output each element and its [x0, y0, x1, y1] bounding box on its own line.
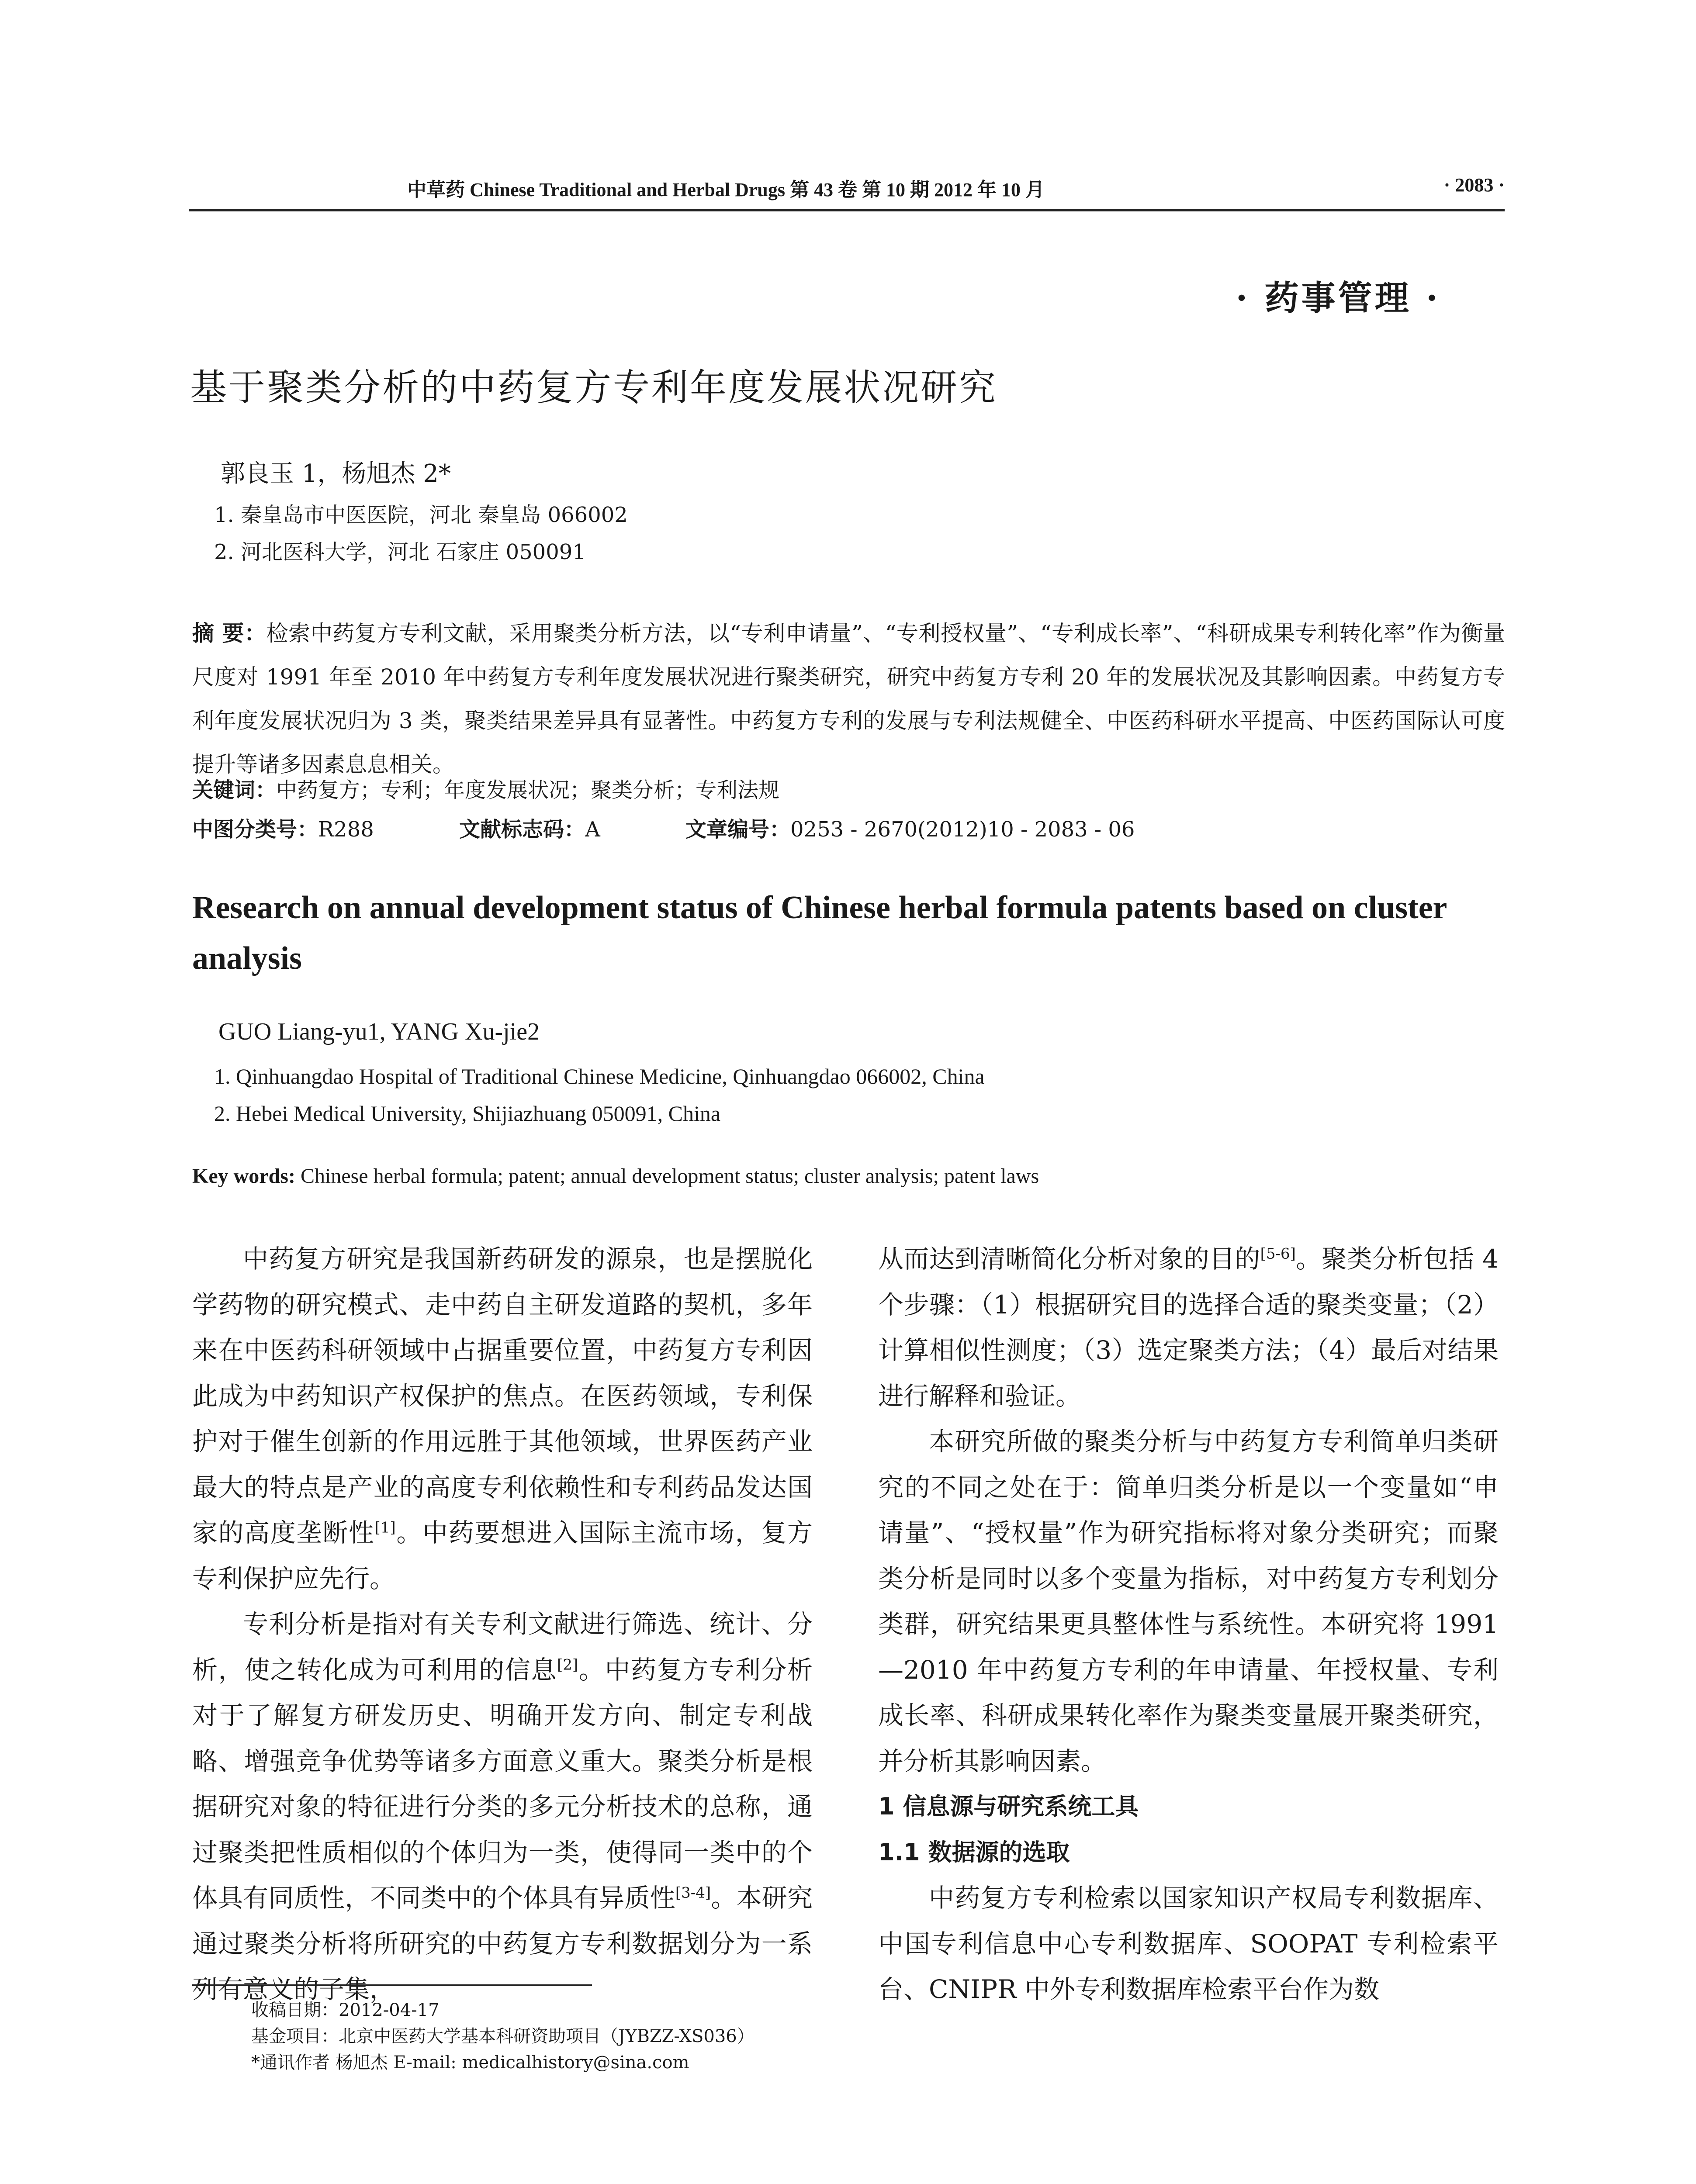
section-heading: 1 信息源与研究系统工具	[878, 1793, 1139, 1820]
text-run: 。聚类分析包括 4 个步骤：（1）根据研究目的选择合适的聚类变量；（2）计算相似性测度；（3）选定聚类方法；（4）最后对结果进行解释和验证。	[878, 1244, 1499, 1411]
body-column-right	[878, 1236, 1499, 2012]
text-run: 。中药要想进入国际主流市场，复方专利保护应先行。	[192, 1518, 813, 1593]
footnote-fund: 基金项目：北京中医药大学基本科研资助项目（JYBZZ-XS036）	[251, 2026, 755, 2046]
paragraph	[878, 1236, 1499, 1419]
keywords-cn-label: 关键词：	[192, 778, 277, 802]
article-no-value: 0253 - 2670(2012)10 - 2083 - 06	[790, 817, 1135, 842]
page-number: · 2083 ·	[1443, 174, 1505, 196]
affiliation-cn-1: 1. 秦皇岛市中医医院，河北 秦皇岛 066002	[214, 503, 628, 527]
footnote-divider	[192, 1984, 592, 1986]
abstract-label: 摘 要：	[192, 621, 267, 646]
text-run: 。本研究通过聚类分析将所研究的中药复方专利数据划分为一系列有意义的子集，	[192, 1883, 813, 2004]
subsection-heading: 1.1 数据源的选取	[878, 1838, 1070, 1866]
citation: [1]	[374, 1519, 396, 1537]
keywords-cn-text: 中药复方；专利；年度发展状况；聚类分析；专利法规	[276, 778, 780, 802]
classification-line	[192, 812, 1135, 843]
text-run: 中药复方研究是我国新药研发的源泉，也是摆脱化学药物的研究模式、走中药自主研发道路的契机，多年来在中医药科研领域中占据重要位置，中药复方专利因此成为中药知识产权保护的焦点。在医药领域，专利保护对于催生创新的作用远胜于其他领域，世界医药产业最大的特点是产业的高度专利依赖性和专利药品发达国家的高度垄断性	[192, 1244, 813, 1548]
doc-code-value: A	[585, 817, 600, 842]
footnote-corresponding: *通讯作者 杨旭杰 E-mail: medicalhistory@sina.com	[251, 2053, 689, 2073]
affiliation-en-2: 2. Hebei Medical University, Shijiazhuang 050091, China	[214, 1101, 721, 1126]
article-no-label: 文章编号：	[685, 817, 791, 842]
keywords-en-text: Chinese herbal formula; patent; annual development status; cluster analysis; patent laws	[300, 1165, 1039, 1188]
doc-code-label: 文献标志码：	[459, 817, 585, 842]
paragraph	[192, 1601, 813, 2012]
footnote-received: 收稿日期：2012-04-17	[251, 2000, 440, 2020]
affiliation-cn-2: 2. 河北医科大学，河北 石家庄 050091	[214, 540, 586, 564]
text-run: 从而达到清晰简化分析对象的目的	[878, 1244, 1260, 1274]
running-header	[189, 174, 1505, 211]
text-run: 。中药复方专利分析对于了解复方研发历史、明确开发方向、制定专利战略、增强竞争优势等诸多方面意义重大。聚类分析是根据研究对象的特征进行分类的多元分析技术的总称，通过聚类把性质相似的个体归为一类，使得同一类中的个体具有同质性，不同类中的个体具有异质性	[192, 1655, 813, 1913]
clc-label: 中图分类号：	[192, 817, 318, 842]
authors-cn: 郭良玉 1，杨旭杰 2*	[221, 460, 451, 488]
keywords-cn	[192, 773, 779, 803]
title-en: Research on annual development status of Chinese herbal formula patents based on cluster analysis	[192, 890, 1447, 976]
body-column-left	[192, 1236, 813, 2012]
title-cn: 基于聚类分析的中药复方专利年度发展状况研究	[190, 366, 998, 409]
affiliation-en-1: 1. Qinhuangdao Hospital of Traditional Chinese Medicine, Qinhuangdao 066002, China	[214, 1064, 985, 1089]
section-tag: · 药事管理 ·	[1236, 278, 1440, 318]
authors-en: GUO Liang-yu1, YANG Xu-jie2	[218, 1018, 540, 1045]
clc-value: R288	[318, 817, 374, 842]
text-run: 专利分析是指对有关专利文献进行筛选、统计、分析，使之转化成为可利用的信息	[192, 1609, 813, 1685]
paragraph	[192, 1236, 813, 1601]
keywords-en	[192, 1164, 1039, 1188]
paragraph: 本研究所做的聚类分析与中药复方专利简单归类研究的不同之处在于：简单归类分析是以一个变量如“申请量”、“授权量”作为研究指标将对象分类研究；而聚类分析是同时以多个变量为指标，对中药复方专利划分类群，研究结果更具整体性与系统性。本研究将 1991—2010 年中药复方专利的年申请量、年授权量、专利成长率、科研成果转化率作为聚类变量展开聚类研究，并分析其影响因素。	[878, 1427, 1499, 1776]
citation: [2]	[557, 1656, 578, 1674]
paragraph: 中药复方专利检索以国家知识产权局专利数据库、中国专利信息中心专利数据库、SOOPAT 专利检索平台、CNIPR 中外专利数据库检索平台作为数	[878, 1883, 1499, 2004]
keywords-en-label: Key words:	[192, 1165, 295, 1188]
citation: [5-6]	[1260, 1245, 1296, 1263]
citation: [3-4]	[675, 1884, 711, 1902]
abstract-text: 检索中药复方专利文献，采用聚类分析方法，以“专利申请量”、“专利授权量”、“专利成长率”、“科研成果专利转化率”作为衡量尺度对 1991 年至 2010 年中药复方专利年度发展状况进行聚类研究，研究中药复方专利 20 年的发展状况及其影响因素。中药复方专利年度发展状况归为 3 类，聚类结果差异具有显著性。中药复方专利的发展与专利法规健全、中医药科研水平提高、中医药国际认可度提升等诸多因素息息相关。	[192, 621, 1505, 777]
journal-header-text: 中草药 Chinese Traditional and Herbal Drugs 第 43 卷 第 10 期 2012 年 10 月	[407, 179, 1045, 200]
abstract-cn	[192, 612, 1505, 786]
